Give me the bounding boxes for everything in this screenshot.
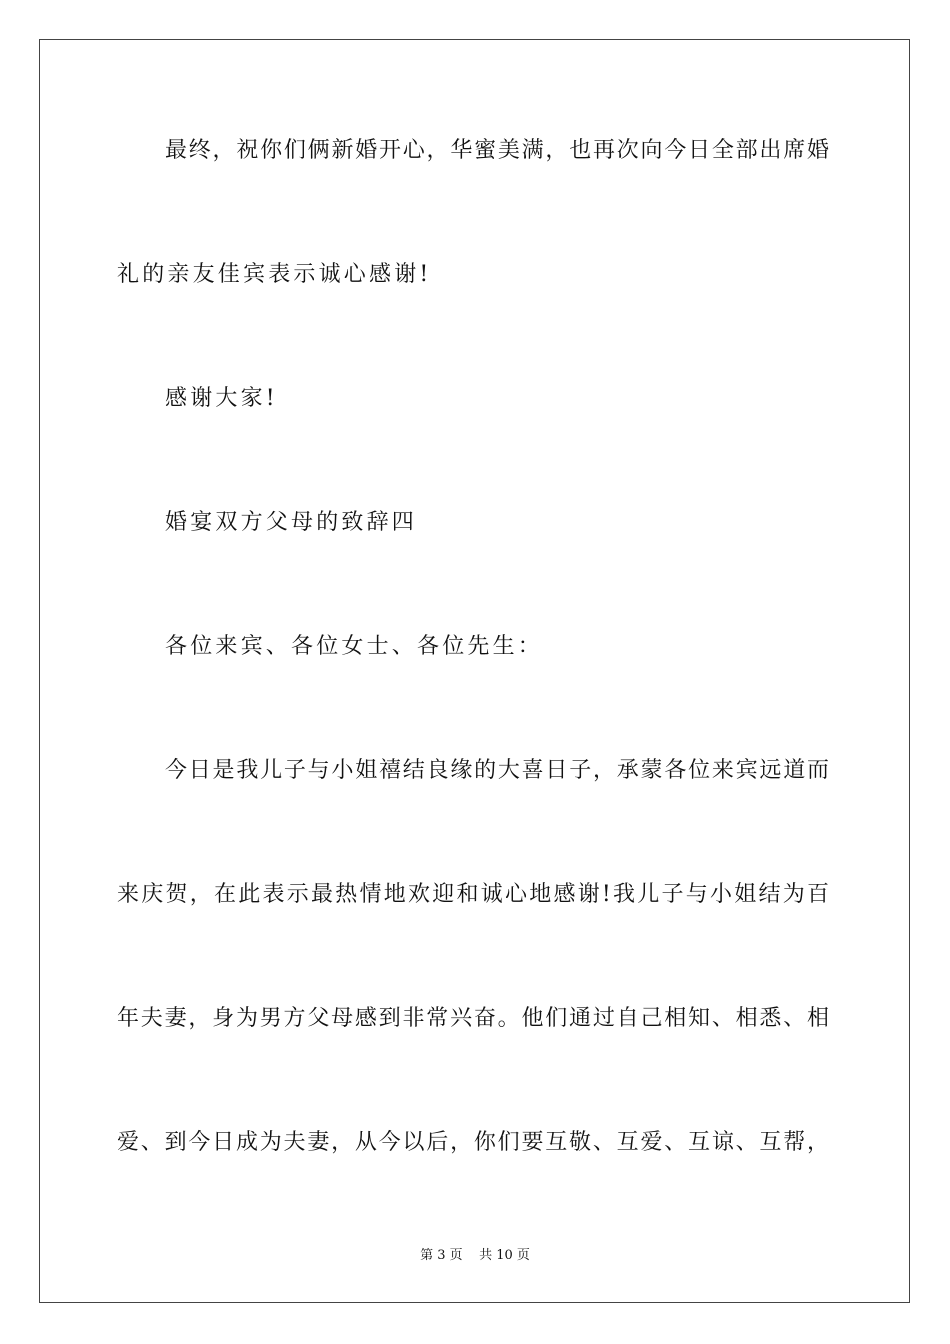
page-number-footer: 第 3 页 共 10 页 [420,1248,530,1263]
paragraph-line-9: 爱、到今日成为夫妻，从今以后，你们要互敬、互爱、互谅、互帮， [117,1130,829,1155]
section-heading: 婚宴双方父母的致辞四 [165,510,418,535]
paragraph-line-3: 感谢大家! [165,386,278,411]
paragraph-line-8: 年夫妻，身为男方父母感到非常兴奋。他们通过自己相知、相悉、相 [117,1006,829,1031]
paragraph-line-7: 来庆贺，在此表示最热情地欢迎和诚心地感谢!我儿子与小姐结为百 [117,882,829,907]
paragraph-line-6: 今日是我儿子与小姐禧结良缘的大喜日子，承蒙各位来宾远道而 [165,758,829,783]
paragraph-line-2: 礼的亲友佳宾表示诚心感谢! [117,262,432,287]
page-frame [39,39,910,1303]
paragraph-line-5: 各位来宾、各位女士、各位先生： [165,634,544,659]
paragraph-line-1: 最终，祝你们俩新婚开心，华蜜美满，也再次向今日全部出席婚 [165,138,829,163]
